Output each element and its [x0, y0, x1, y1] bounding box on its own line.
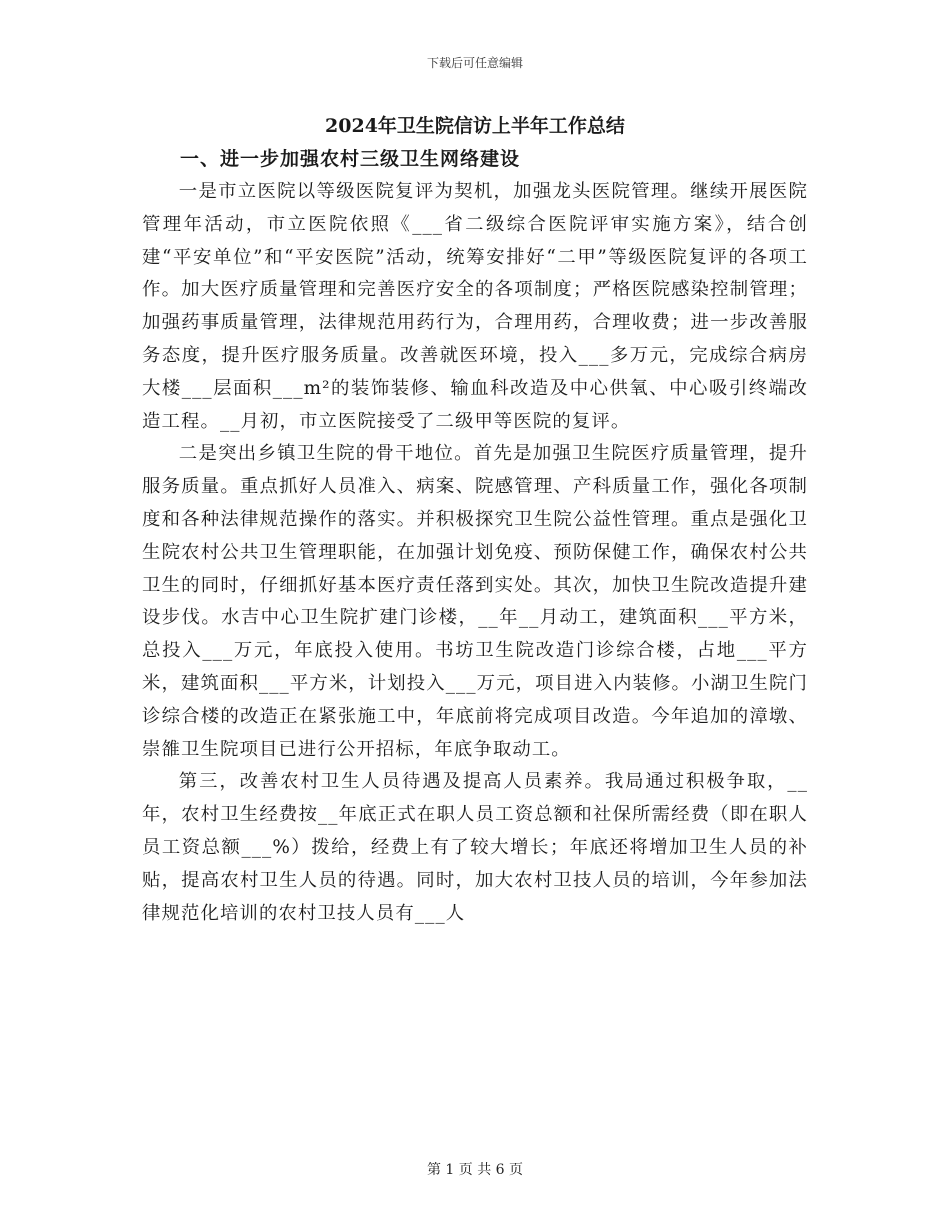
document-title: 2024年卫生院信访上半年工作总结 [325, 115, 625, 137]
paragraph-2: 二是突出乡镇卫生院的骨干地位。首先是加强卫生院医疗质量管理，提升服务质量。重点抓好人员准入、病案、院感管理、产科质量工作，强化各项制度和各种法律规范操作的落实。并积极探究卫生院公益性管理。重点是强化卫生院农村公共卫生管理职能，在加强计划免疫、预防保健工作，确保农村公共卫生的同时，仔细抓好基本医疗责任落到实处。其次，加快卫生院改造提升建设步伐。水吉中心卫生院扩建门诊楼，__年__月动工，建筑面积___平方米，总投入___万元，年底投入使用。书坊卫生院改造门诊综合楼，占地___平方米，建筑面积___平方米，计划投入___万元，项目进入内装修。小湖卫生院门诊综合楼的改造正在紧张施工中，年底前将完成项目改造。今年追加的漳墩、崇雒卫生院项目已进行公开招标，年底争取动工。 [142, 443, 808, 760]
page-header-note: 下载后可任意编辑 [426, 56, 523, 70]
paragraph-1: 一是市立医院以等级医院复评为契机，加强龙头医院管理。继续开展医院管理年活动，市立医院依照《___省二级综合医院评审实施方案》，结合创建“平安单位”和“平安医院”活动，统筹安排好“二甲”等级医院复评的各项工作。加大医疗质量管理和完善医疗安全的各项制度；严格医院感染控制管理；加强药事质量管理，法律规范用药行为，合理用药，合理收费；进一步改善服务态度，提升医疗服务质量。改善就医环境，投入___多万元，完成综合病房大楼___层面积___m²的装饰装修、输血科改造及中心供氧、中心吸引终端改造工程。__月初，市立医院接受了二级甲等医院的复评。 [142, 181, 808, 432]
page-footer-indicator: 第 1 页 共 6 页 [426, 1162, 524, 1178]
document-body [142, 110, 808, 930]
paragraph-3: 第三，改善农村卫生人员待遇及提高人员素养。我局通过积极争取，__年，农村卫生经费按__年底正式在职人员工资总额和社保所需经费（即在职人员工资总额___%）拨给，经费上有了较大增长；年底还将增加卫生人员的补贴，提高农村卫生人员的待遇。同时，加大农村卫技人员的培训，今年参加法律规范化培训的农村卫技人员有___人 [142, 771, 808, 924]
section-heading: 一、进一步加强农村三级卫生网络建设 [180, 148, 521, 170]
